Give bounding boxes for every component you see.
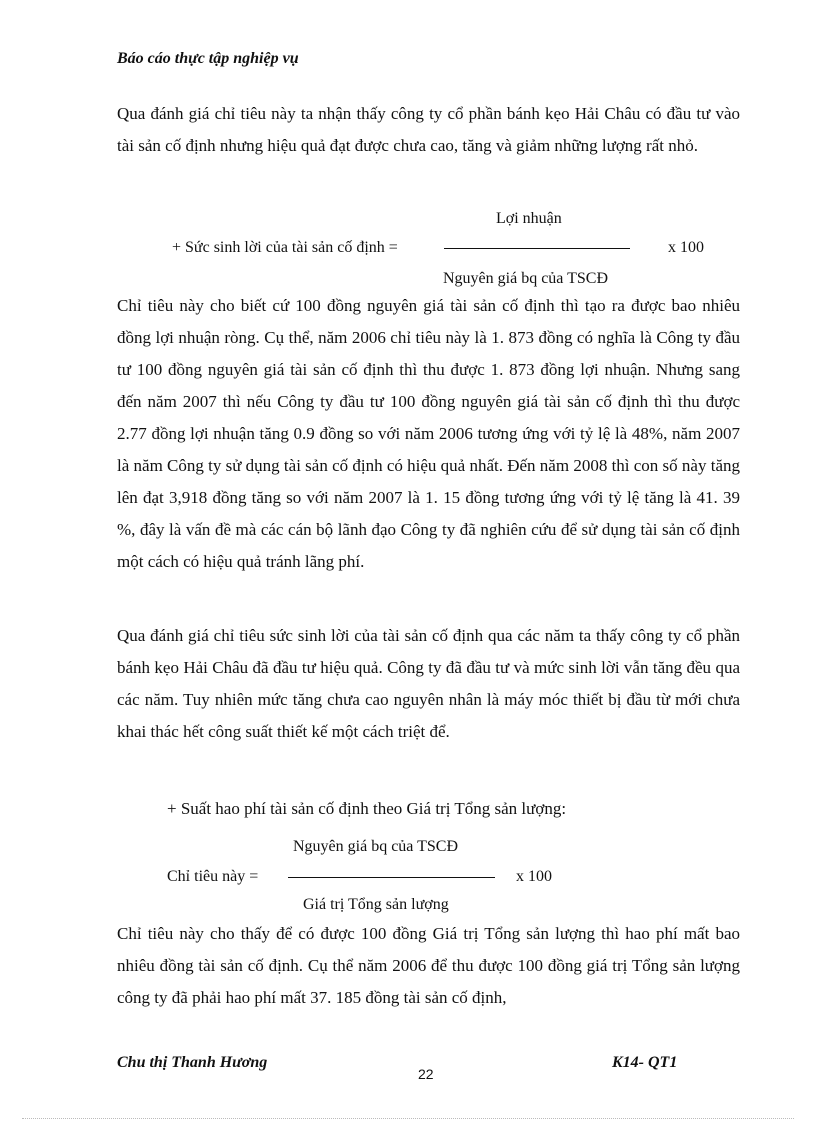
formula1-fraction-bar [444,248,630,249]
paragraph-1: Qua đánh giá chỉ tiêu này ta nhận thấy công ty cổ phần bánh kẹo Hải Châu có đầu tư vào tài sản cố định nhưng hiệu quả đạt được chưa cao, tăng và giảm những lượng rất nhỏ. [117,104,740,155]
formula1-label: + Sức sinh lời của tài sản cố định = [172,239,398,256]
paragraph-3: Qua đánh giá chỉ tiêu sức sinh lời của tài sản cố định qua các năm ta thấy công ty cổ phần bánh kẹo Hải Châu đã đầu tư hiệu quả. Công ty đã đầu tư và mức sinh lời vẫn tăng đều qua các năm. Tuy nhiên mức tăng chưa cao nguyên nhân là máy móc thiết bị đầu từ mới chưa khai thác hết công suất thiết kế một cách triệt để. [117,626,740,741]
formula2-fraction-bar [288,877,495,878]
formula2-label: Chỉ tiêu này = [167,868,259,885]
footer-class: K14- QT1 [612,1054,678,1071]
formula2-denominator: Giá trị Tổng sản lượng [303,896,449,913]
paragraph-2: Chỉ tiêu này cho biết cứ 100 đồng nguyên giá tài sản cố định thì tạo ra được bao nhiêu đồng lợi nhuận ròng. Cụ thể, năm 2006 chỉ tiêu này là 1. 873 đồng có nghĩa là Công ty đầu tư 100 đồng nguyên giá tài sản cố định thì thu được 1. 873 đồng lợi nhuận. Nhưng sang đến năm 2007 thì nếu Công ty đầu tư 100 đồng nguyên giá tài sản cố định thì thu được 2.77 đồng lợi nhuận tăng 0.9 đồng so với năm 2006 tương ứng với tỷ lệ là 48%, năm 2007 là năm Công ty sử dụng tài sản cố định có hiệu quả nhất. Đến năm 2008 thì con số này tăng lên đạt 3,918 đồng tăng so với năm 2007 là 1. 15 đồng tương ứng với tỷ lệ tăng là 41. 39 %, đây là vấn đề mà các cán bộ lãnh đạo Công ty đã nghiên cứu để sử dụng tài sản cố định một cách có hiệu quả tránh lãng phí. [117,296,740,571]
formula2-numerator: Nguyên giá bq của TSCĐ [293,838,459,855]
formula1-numerator: Lợi nhuận [496,210,562,227]
formula1-denominator: Nguyên giá bq của TSCĐ [443,270,609,287]
paragraph-4: Chỉ tiêu này cho thấy để có được 100 đồng Giá trị Tổng sản lượng thì hao phí mất bao nhiêu đồng tài sản cố định. Cụ thể năm 2006 để thu được 100 đồng giá trị Tổng sản lượng công ty đã phải hao phí mất 37. 185 đồng tài sản cố định, [117,924,740,1007]
footer-author: Chu thị Thanh Hương [117,1054,268,1071]
formula2-multiplier: x 100 [516,868,552,885]
page-number: 22 [418,1066,434,1082]
subheading: + Suất hao phí tài sản cố định theo Giá trị Tổng sản lượng: [167,799,567,818]
formula1-multiplier: x 100 [668,239,704,256]
page-bottom-divider [22,1118,794,1119]
report-header: Báo cáo thực tập nghiệp vụ [117,50,299,67]
